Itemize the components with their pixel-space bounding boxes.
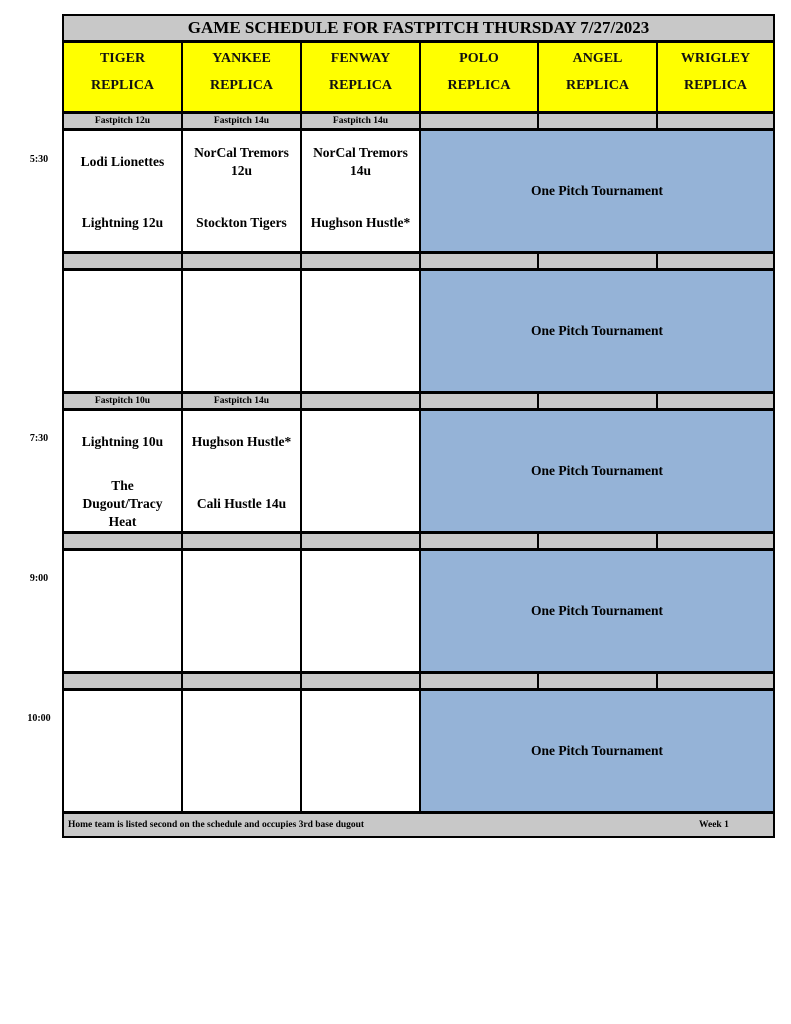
time-label: 9:00 xyxy=(29,573,49,584)
field-name: FENWAY xyxy=(330,51,391,66)
field-sub: REPLICA xyxy=(209,78,273,93)
tournament-block[interactable]: One Pitch Tournament xyxy=(419,689,775,813)
division-label: Fastpitch 14u xyxy=(181,112,302,130)
home-team-line2: Dugout/Tracy xyxy=(82,496,163,511)
division-label: Fastpitch 14u xyxy=(181,392,302,410)
division-label: Fastpitch 12u xyxy=(62,112,183,130)
field-sub: REPLICA xyxy=(683,78,747,93)
home-team-line3: Heat xyxy=(108,514,137,529)
division-label: Fastpitch 10u xyxy=(62,392,183,410)
time-label: 10:00 xyxy=(27,713,51,724)
tournament-block[interactable]: One Pitch Tournament xyxy=(419,549,775,673)
away-team-line1: NorCal Tremors xyxy=(194,145,289,160)
field-name: WRIGLEY xyxy=(680,51,751,66)
tournament-block[interactable]: One Pitch Tournament xyxy=(419,269,775,393)
field-sub: REPLICA xyxy=(565,78,629,93)
time-label: 7:30 xyxy=(29,433,49,444)
tournament-block[interactable]: One Pitch Tournament xyxy=(419,409,775,533)
home-team: Cali Hustle 14u xyxy=(196,496,287,511)
home-team-line1: The xyxy=(111,478,134,493)
division-label: Fastpitch 14u xyxy=(300,112,421,130)
home-team: Hughson Hustle* xyxy=(310,215,411,230)
field-sub: REPLICA xyxy=(90,78,154,93)
away-team-line2: 14u xyxy=(349,163,371,178)
field-name: YANKEE xyxy=(212,51,271,66)
away-team: Lodi Lionettes xyxy=(80,154,165,169)
field-name: ANGEL xyxy=(572,51,623,66)
away-team: Lightning 10u xyxy=(81,434,164,449)
away-team-line1: NorCal Tremors xyxy=(313,145,408,160)
week-label: Week 1 xyxy=(699,820,729,830)
field-name: TIGER xyxy=(99,51,146,66)
field-sub: REPLICA xyxy=(447,78,511,93)
away-team-line2: 12u xyxy=(230,163,252,178)
schedule-title: GAME SCHEDULE FOR FASTPITCH THURSDAY 7/27/2023 xyxy=(62,14,775,42)
field-name: POLO xyxy=(459,51,499,66)
away-team: Hughson Hustle* xyxy=(191,434,292,449)
footer-note: Home team is listed second on the schedule and occupies 3rd base dugout xyxy=(68,820,365,830)
schedule-frame xyxy=(62,14,775,838)
home-team: Stockton Tigers xyxy=(196,215,287,230)
tournament-block[interactable]: One Pitch Tournament xyxy=(419,129,775,253)
time-label: 5:30 xyxy=(29,154,49,165)
field-sub: REPLICA xyxy=(328,78,392,93)
home-team: Lightning 12u xyxy=(81,215,164,230)
